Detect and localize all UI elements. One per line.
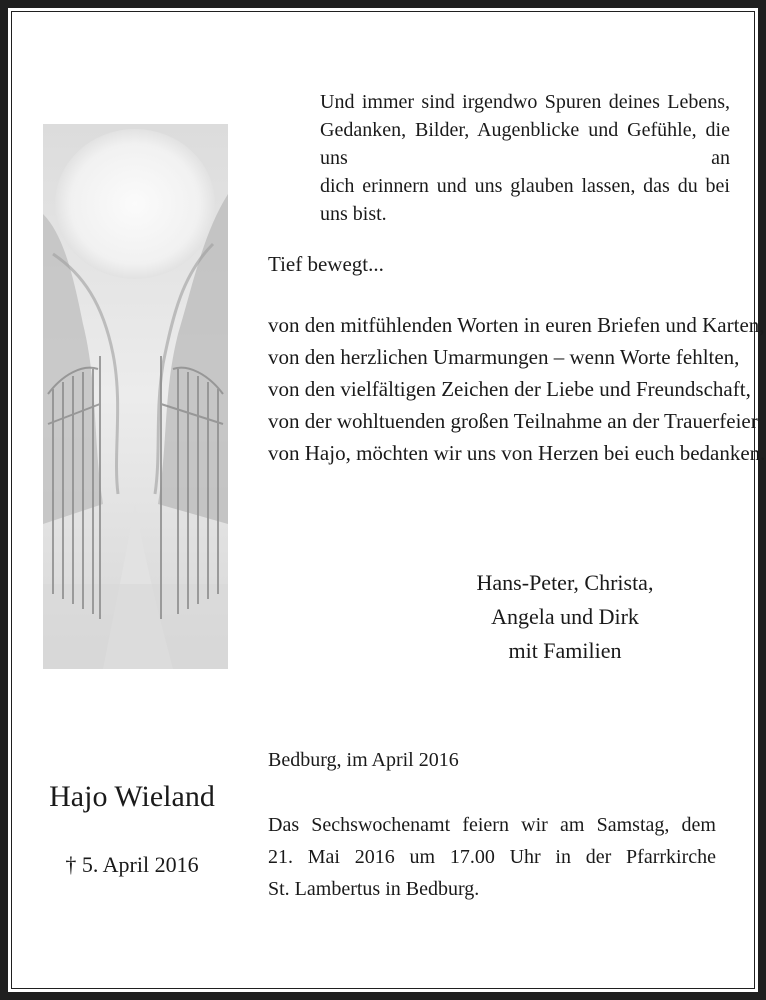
signer-line: mit Familien [508,638,622,663]
notice-line: St. Lambertus in Bedburg. [268,878,480,900]
signers-block [430,566,700,668]
mass-notice [268,809,716,905]
cemetery-gate-photo [43,124,228,669]
place-date: Bedburg, im April 2016 [268,749,459,771]
thanks-line: von den herzlichen Umarmungen – wenn Worte fehlten, [268,345,740,369]
quote-line: Gedanken, Bilder, Augenblicke und Gefühle, die uns an [320,119,730,169]
quote-line: Und immer sind irgendwo Spuren deines Lebens, [320,91,730,113]
thanks-line: von Hajo, möchten wir uns von Herzen bei euch bedanken. [268,441,766,465]
thanks-line: von der wohltuenden großen Teilnahme an der Trauerfeier [268,409,758,433]
deceased-name: Hajo Wieland [49,780,215,813]
thanks-line: von den vielfältigen Zeichen der Liebe und Freundschaft, [268,377,751,401]
quote-line: dich erinnern und uns glauben lassen, das du bei uns bist. [320,175,730,225]
death-date: † 5. April 2016 [65,852,199,877]
thanks-line: von den mitfühlenden Worten in euren Briefen und Karten, [268,313,765,337]
notice-line: 21. Mai 2016 um 17.00 Uhr in der Pfarrkirche [268,846,716,868]
thanks-paragraph [268,309,766,469]
notice-line: Das Sechswochenamt feiern wir am Samstag, dem [268,814,716,836]
memorial-quote [320,88,730,228]
signer-line: Angela und Dirk [491,604,639,629]
thanks-heading: Tief bewegt... [268,252,384,276]
signer-line: Hans-Peter, Christa, [476,570,654,595]
